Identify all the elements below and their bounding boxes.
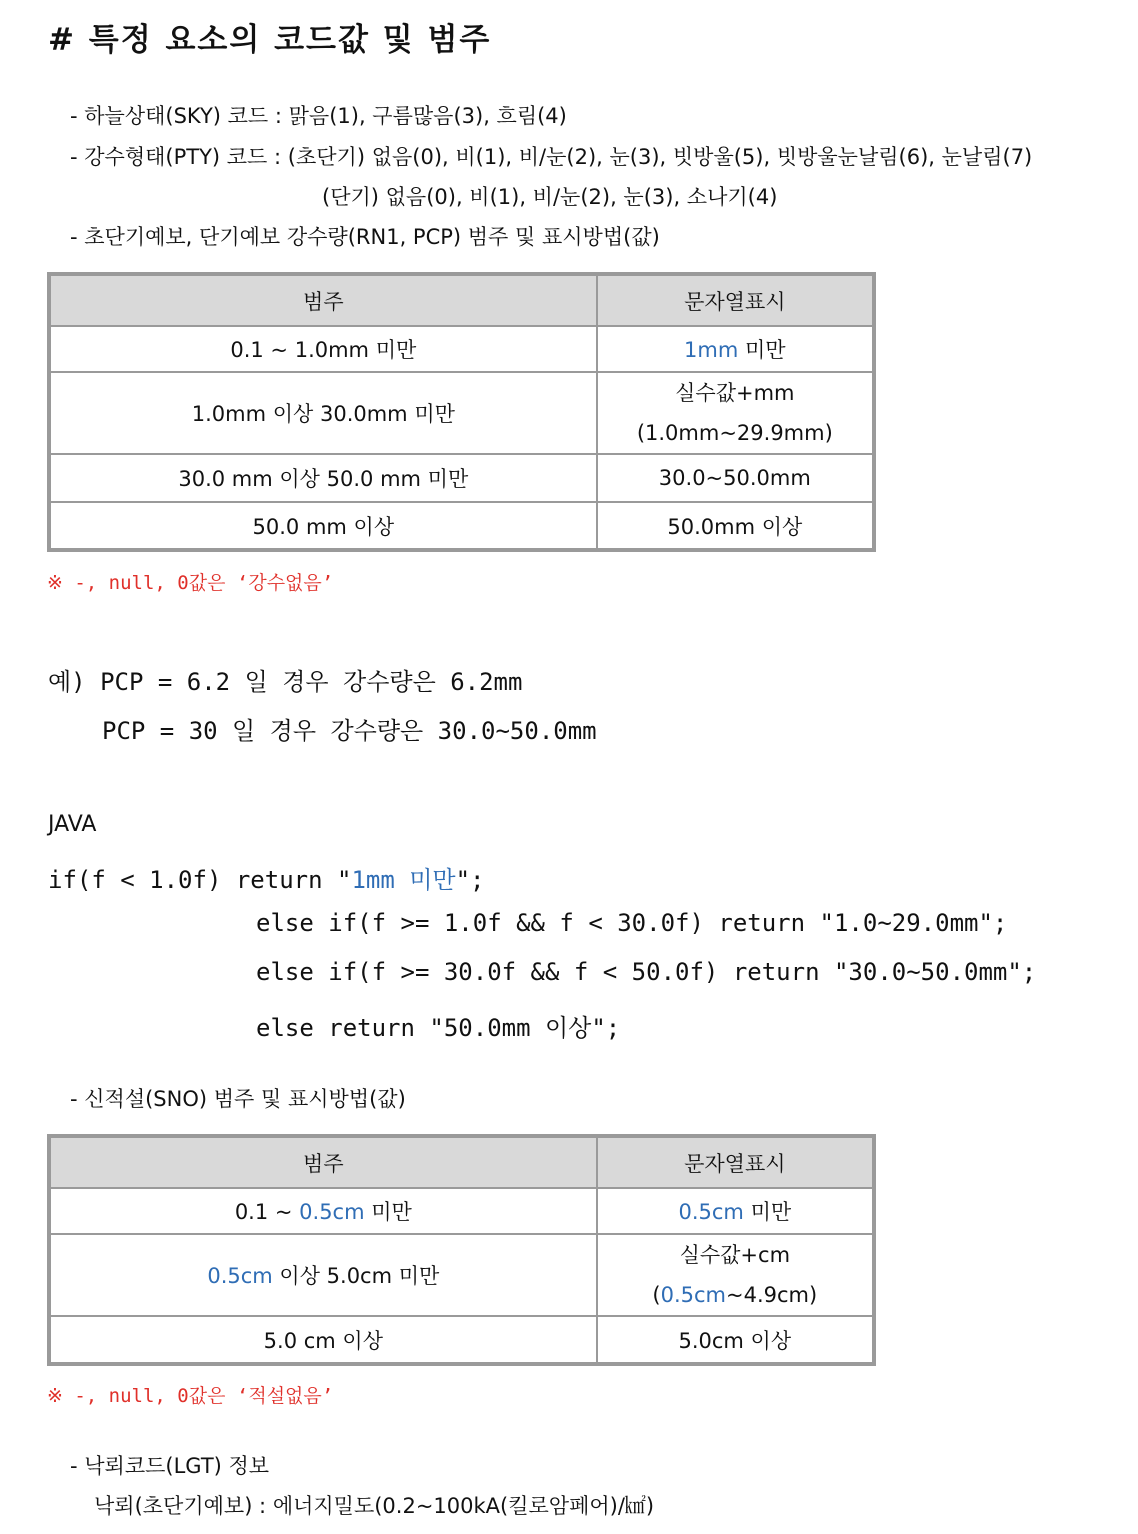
display-line: 실수값+mm [675,381,795,405]
text: 0.1 ~ [234,1200,300,1224]
text: ~4.9cm) [726,1283,818,1307]
cell-category [49,1188,597,1234]
blue-text: 0.5cm [207,1264,273,1288]
cell-category: 0.1 ~ 1.0mm 미만 [49,326,597,372]
lgt-info-line: 낙뢰(초단기예보) : 에너지밀도(0.2~100kA(킬로암페어)/㎢) [94,1494,655,1518]
table-header-row [49,1136,874,1188]
code-text: if(f < 1.0f) return " [48,866,352,894]
cell-display [597,1188,874,1234]
code-text: "; [455,866,485,894]
cell-category: 1.0mm 이상 30.0mm 미만 [49,372,597,454]
cell-category [49,1234,597,1316]
cell-category: 5.0 cm 이상 [49,1316,597,1364]
table-header-row [49,274,874,326]
cell-display [597,372,874,454]
example-line-1: 예) PCP = 6.2 일 경우 강수량은 6.2mm [48,668,523,696]
pty-code-line-2: (단기) 없음(0), 비(1), 비/눈(2), 눈(3), 소나기(4) [322,185,778,209]
code-line-2: else if(f >= 1.0f && f < 30.0f) return "1.0~29.0mm"; [256,909,1008,937]
code-line-1 [48,860,485,895]
display-line [598,1275,872,1315]
blue-text: 0.5cm [678,1200,744,1224]
header-category: 범주 [49,1136,597,1188]
snow-category-table [47,1134,876,1366]
blue-text: 1mm [684,338,739,362]
cell-display: 5.0cm 이상 [597,1316,874,1364]
cell-display: 30.0~50.0mm [597,454,874,502]
lgt-heading: - 낙뢰코드(LGT) 정보 [70,1454,270,1478]
display-line: (1.0mm~29.9mm) [636,421,833,445]
page-title: # 특정 요소의 코드값 및 범주 [48,22,492,58]
text: ( [652,1283,661,1307]
header-display: 문자열표시 [597,1136,874,1188]
pty-code-line: - 강수형태(PTY) 코드 : (초단기) 없음(0), 비(1), 비/눈(2), 눈(3), 빗방울(5), 빗방울눈날림(6), 눈날림(7) [70,145,1033,169]
rain-heading: - 초단기예보, 단기예보 강수량(RN1, PCP) 범주 및 표시방법(값) [70,225,660,249]
cell-display: 50.0mm 이상 [597,502,874,550]
header-display: 문자열표시 [597,274,874,326]
sky-code-line: - 하늘상태(SKY) 코드 : 맑음(1), 구름많음(3), 흐림(4) [70,104,567,128]
rain-category-table [47,272,876,552]
text: 미만 [743,1200,792,1224]
display-line: 실수값+cm [679,1243,791,1267]
blue-text: 0.5cm [660,1283,727,1307]
snow-heading: - 신적설(SNO) 범주 및 표시방법(값) [70,1087,406,1111]
table-row [49,1316,874,1364]
cell-display [597,1234,874,1316]
code-line-3: else if(f >= 30.0f && f < 50.0f) return "30.0~50.0mm"; [256,958,1037,986]
table-row [49,1188,874,1234]
code-line-4: else return "50.0mm 이상"; [256,1014,621,1042]
cell-display [597,326,874,372]
snow-note: ※ -, null, 0값은 ‘적설없음’ [47,1385,334,1407]
java-label: JAVA [48,812,97,837]
header-category: 범주 [49,274,597,326]
rain-note: ※ -, null, 0값은 ‘강수없음’ [47,572,334,594]
text: 이상 5.0cm 미만 [272,1264,440,1288]
cell-category: 30.0 mm 이상 50.0 mm 미만 [49,454,597,502]
table-row [49,454,874,502]
example-line-2: PCP = 30 일 경우 강수량은 30.0~50.0mm [102,717,597,745]
table-row [49,502,874,550]
table-row [49,372,874,454]
code-blue-text: 1mm 미만 [351,866,456,894]
table-row [49,326,874,372]
text: 미만 [738,338,786,362]
table-row [49,1234,874,1316]
blue-text: 0.5cm [299,1200,365,1224]
cell-category: 50.0 mm 이상 [49,502,597,550]
text: 미만 [364,1200,412,1224]
